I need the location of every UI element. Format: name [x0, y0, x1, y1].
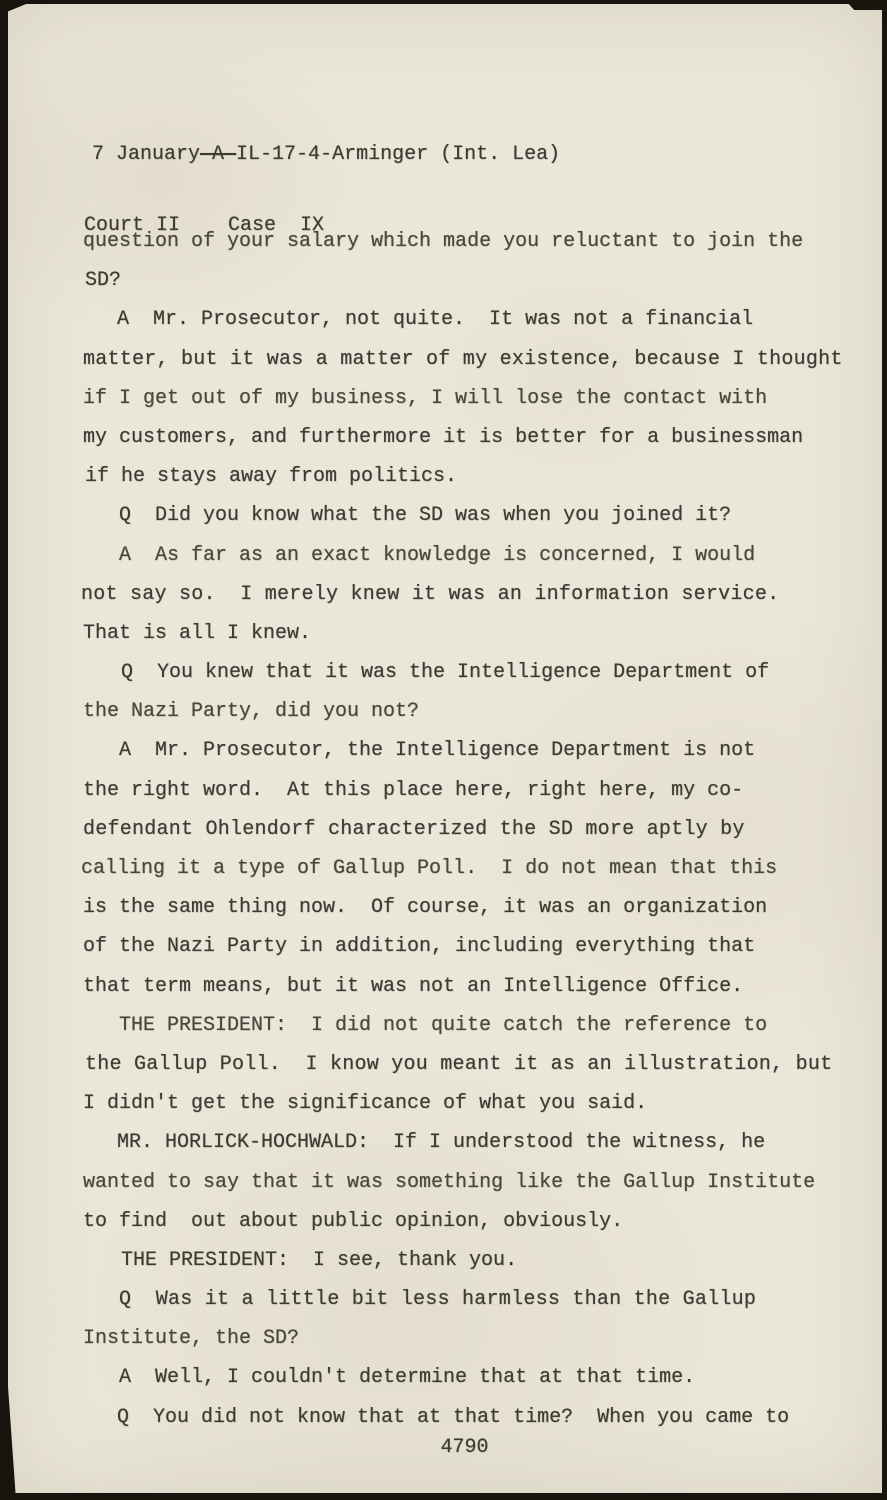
text-line: the Gallup Poll. I know you meant it as an illustration, but — [85, 1052, 833, 1076]
text-line: is the same thing now. Of course, it was an organization — [83, 896, 768, 920]
text-line: that term means, but it was not an Intelligence Office. — [83, 974, 744, 998]
header-date: 7 January — [92, 143, 201, 166]
text-line: defendant Ohlendorf characterized the SD more aptly by — [83, 817, 745, 841]
text-line: the Nazi Party, did you not? — [83, 700, 420, 724]
header-court-case-line: Court II Case IX — [84, 213, 325, 237]
text-line: Institute, the SD? — [83, 1327, 300, 1351]
text-line: A Mr. Prosecutor, the Intelligence Department is not — [119, 739, 756, 763]
page-number: 4790 — [440, 1436, 489, 1459]
text-line: I didn't get the significance of what you said. — [83, 1092, 648, 1116]
text-line: to find out about public opinion, obviously. — [83, 1209, 624, 1233]
scan-corner-bottom-left — [0, 1330, 16, 1500]
scan-edge-right — [882, 0, 887, 1500]
text-line: calling it a type of Gallup Poll. I do not mean that this — [81, 857, 778, 880]
scan-edge-left — [0, 0, 8, 1500]
text-line: SD? — [85, 269, 122, 293]
text-line: question of your salary which made you reluctant to join the — [83, 230, 804, 253]
text-line: THE PRESIDENT: I see, thank you. — [121, 1248, 518, 1272]
text-line: my customers, and furthermore it is better for a businessman — [83, 425, 804, 449]
text-line: THE PRESIDENT: I did not quite catch the reference to — [119, 1013, 768, 1037]
scan-corner-top-right — [845, 0, 887, 10]
text-line: A As far as an exact knowledge is concerned, I would — [119, 543, 756, 567]
text-line: Q Was it a little bit less harmless than the Gallup — [119, 1288, 757, 1312]
text-line: A Well, I couldn't determine that at that time. — [119, 1366, 696, 1390]
text-line: not say so. I merely knew it was an information service. — [81, 582, 780, 606]
text-line: That is all I knew. — [83, 621, 312, 645]
header-reel-info: IL-17-4-Arminger (Int. Lea) — [236, 143, 561, 166]
scan-edge-bottom — [0, 1493, 887, 1500]
text-line: Q Did you know what the SD was when you joined it? — [119, 504, 732, 528]
text-line: A Mr. Prosecutor, not quite. It was not a financial — [117, 308, 754, 332]
header-session-line — [84, 143, 560, 167]
scan-corner-top-left — [0, 0, 36, 12]
text-line: Q You knew that it was the Intelligence Department of — [121, 661, 770, 685]
text-line: the right word. At this place here, right here, my co- — [83, 778, 744, 802]
text-line: of the Nazi Party in addition, including everything that — [83, 935, 756, 959]
strikethrough-text: —A— — [200, 143, 237, 166]
text-line: Q You did not know that at that time? When you came to — [117, 1405, 790, 1429]
body-text — [83, 222, 843, 1437]
text-line: wanted to say that it was something like the Gallup Institute — [83, 1170, 816, 1194]
text-line: MR. HORLICK-HOCHWALD: If I understood the witness, he — [117, 1131, 766, 1155]
text-line: matter, but it was a matter of my existence, because I thought — [83, 347, 843, 371]
scan-edge-top — [0, 0, 887, 4]
text-line: if I get out of my business, I will lose the contact with — [83, 386, 768, 410]
text-line: if he stays away from politics. — [85, 465, 458, 489]
